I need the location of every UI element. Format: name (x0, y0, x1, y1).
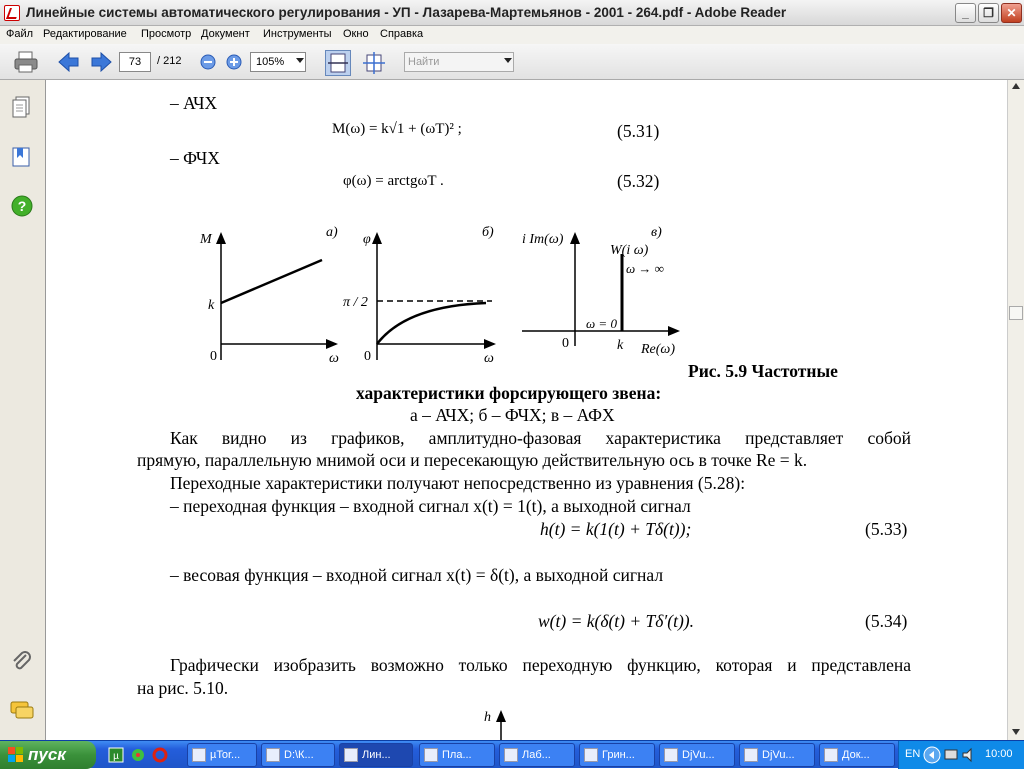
figure-5-10-top (482, 706, 512, 740)
zoom-dropdown-icon[interactable] (296, 58, 304, 64)
task-word-icon (824, 748, 838, 762)
cropped-equation-top (246, 80, 726, 90)
task-djvu-2[interactable]: DjVu... (739, 743, 815, 767)
graph-c-w-label: W(i ω) (610, 243, 649, 258)
figure-caption-line-3: а – АЧХ; б – ФЧХ; в – АФХ (410, 405, 615, 425)
fit-page-icon[interactable] (362, 51, 386, 75)
quicklaunch-opera-icon[interactable] (152, 747, 168, 763)
windows-flag-icon (8, 747, 24, 763)
equation-number-5-33: (5.33) (865, 519, 908, 539)
menu-view[interactable]: Просмотр (141, 28, 192, 40)
equation-number-5-34: (5.34) (865, 611, 908, 631)
paragraph-1-line-2: прямую, параллельную мнимой оси и пересекающую действительную ось в точке Re = k. (137, 450, 808, 470)
task-pdf-icon (344, 748, 358, 762)
window-title: Линейные системы автоматического регулирования - УП - Лазарева-Мартемьянов - 2001 - 264.pdf - Adobe Reader (26, 5, 787, 20)
figure-5-9 (186, 216, 706, 368)
graph-b-x-label: ω (484, 351, 494, 366)
graph-b-y-label: φ (363, 232, 371, 247)
graph-b-tag: б) (482, 225, 494, 240)
graph-c-x-label: Re(ω) (641, 342, 675, 357)
paragraph-2: Переходные характеристики получают непосредственно из уравнения (5.28): (170, 473, 746, 493)
clock[interactable]: 10:00 (985, 748, 1013, 760)
graph-a-tag: а) (326, 225, 338, 240)
paragraph-5-line-1: Графически изобразить возможно только переходную функцию, которая и представлена (170, 655, 911, 675)
paragraph-1-line-1: Как видно из графиков, амплитудно-фазовая характеристика представляет собой (170, 428, 911, 448)
graph-a-k-label: k (208, 298, 215, 313)
task-explorer[interactable]: D:\К... (261, 743, 335, 767)
system-tray (898, 741, 1024, 769)
menu-file[interactable]: Файл (6, 28, 34, 40)
task-djvu-icon (744, 748, 758, 762)
graph-a-amplitude (199, 225, 339, 366)
paragraph-4: – весовая функция – входной сигнал x(t) = δ(t), а выходной сигнал (170, 565, 664, 585)
task-word-1[interactable]: Пла... (419, 743, 495, 767)
menu-document[interactable]: Документ (201, 28, 250, 40)
scroll-down-icon[interactable] (1011, 728, 1021, 736)
graph-c-omega-inf: ω → ∞ (626, 261, 664, 276)
menu-help[interactable]: Справка (380, 28, 424, 40)
task-adobe-reader[interactable]: Лин... (339, 743, 413, 767)
print-icon[interactable] (14, 51, 38, 73)
task-utorrent[interactable]: µTor... (187, 743, 257, 767)
comments-icon[interactable] (10, 701, 34, 721)
task-word-2[interactable]: Лаб... (499, 743, 575, 767)
svg-text:µ: µ (113, 751, 119, 762)
tray-collapse-icon[interactable] (923, 746, 941, 764)
achx-label: – АЧХ (170, 93, 218, 113)
equation-5-32: φ(ω) = arctgωT . (343, 173, 444, 189)
graph-b-zero: 0 (364, 349, 371, 364)
graph-c-k-label: k (617, 338, 624, 353)
graph-b-pi2-label: π / 2 (343, 295, 368, 310)
adobe-reader-icon (4, 5, 20, 21)
toolbar (0, 44, 1024, 80)
close-button[interactable]: ✕ (1001, 3, 1022, 23)
task-word-icon (504, 748, 518, 762)
previous-page-icon[interactable] (58, 52, 80, 72)
vertical-scrollbar[interactable] (1007, 80, 1024, 740)
graph-a-zero: 0 (210, 349, 217, 364)
fchx-label: – ФЧХ (170, 148, 220, 168)
menu-tools[interactable]: Инструменты (263, 28, 332, 40)
menu-window[interactable]: Окно (343, 28, 369, 40)
task-word-3[interactable]: Грин... (579, 743, 655, 767)
equation-5-33: h(t) = k(1(t) + Tδ(t)); (540, 519, 692, 539)
equation-number-5-32: (5.32) (617, 171, 660, 191)
tray-network-icon[interactable] (943, 747, 959, 763)
task-word-icon (424, 748, 438, 762)
graph-a-y-label: M (200, 232, 212, 247)
language-indicator[interactable]: EN (905, 748, 921, 760)
pages-icon[interactable] (12, 96, 32, 118)
scroll-thumb[interactable] (1009, 306, 1023, 320)
zoom-out-icon[interactable] (200, 54, 216, 70)
search-dropdown-icon[interactable] (504, 58, 512, 64)
menu-edit[interactable]: Редактирование (43, 28, 127, 40)
help-icon[interactable] (11, 195, 33, 217)
navigation-panel (0, 80, 46, 740)
scroll-up-icon[interactable] (1011, 82, 1021, 90)
graph-b-phase (343, 225, 496, 366)
start-label: пуск (28, 745, 66, 764)
search-input[interactable]: Найти (404, 52, 514, 72)
menu-bar (0, 26, 1024, 44)
equation-5-34: w(t) = k(δ(t) + Tδ′(t)). (538, 611, 694, 631)
zoom-in-icon[interactable] (226, 54, 242, 70)
quicklaunch-icq-icon[interactable] (130, 747, 146, 763)
title-bar[interactable] (0, 0, 1024, 26)
task-folder-icon (266, 748, 280, 762)
task-djvu-1[interactable]: DjVu... (659, 743, 735, 767)
task-word-icon (584, 748, 598, 762)
document-page (46, 80, 1007, 740)
maximize-button[interactable]: ❐ (978, 3, 999, 23)
task-djvu-icon (664, 748, 678, 762)
graph-c-zero: 0 (562, 336, 569, 351)
bookmarks-icon[interactable] (12, 146, 32, 168)
next-page-icon[interactable] (90, 52, 112, 72)
minimize-button[interactable]: _ (955, 3, 976, 23)
taskbar (0, 740, 1024, 768)
page-total: / 212 (157, 55, 182, 67)
task-utorrent-icon (192, 748, 206, 762)
attachments-icon[interactable] (11, 651, 33, 673)
graph-a-x-label: ω (329, 351, 339, 366)
page-number-input[interactable]: 73 (119, 52, 151, 72)
equation-5-31: M(ω) = k√1 + (ωT)² ; (332, 121, 462, 137)
graph-c-tag: в) (651, 225, 662, 240)
equation-number-5-31: (5.31) (617, 121, 660, 141)
paragraph-5-line-2: на рис. 5.10. (137, 678, 229, 698)
quicklaunch-utorrent-icon[interactable] (108, 747, 124, 763)
graph-c-y-label: i Im(ω) (522, 232, 564, 247)
svg-text:?: ? (17, 198, 27, 214)
start-button[interactable] (0, 741, 96, 769)
tray-volume-icon[interactable] (961, 747, 977, 763)
zoom-level-input[interactable]: 105% (250, 52, 306, 72)
figure-caption-line-1: Рис. 5.9 Частотные (688, 361, 838, 381)
task-word-4[interactable]: Док... (819, 743, 895, 767)
paragraph-3: – переходная функция – входной сигнал x(t) = 1(t), а выходной сигнал (170, 496, 691, 516)
graph-c-omega-zero: ω = 0 (586, 316, 617, 331)
figure-5-10-h-label: h (484, 710, 491, 725)
fit-width-icon[interactable] (325, 50, 351, 76)
figure-caption-line-2: характеристики форсирующего звена: (356, 383, 662, 403)
graph-c-afh (522, 225, 680, 357)
